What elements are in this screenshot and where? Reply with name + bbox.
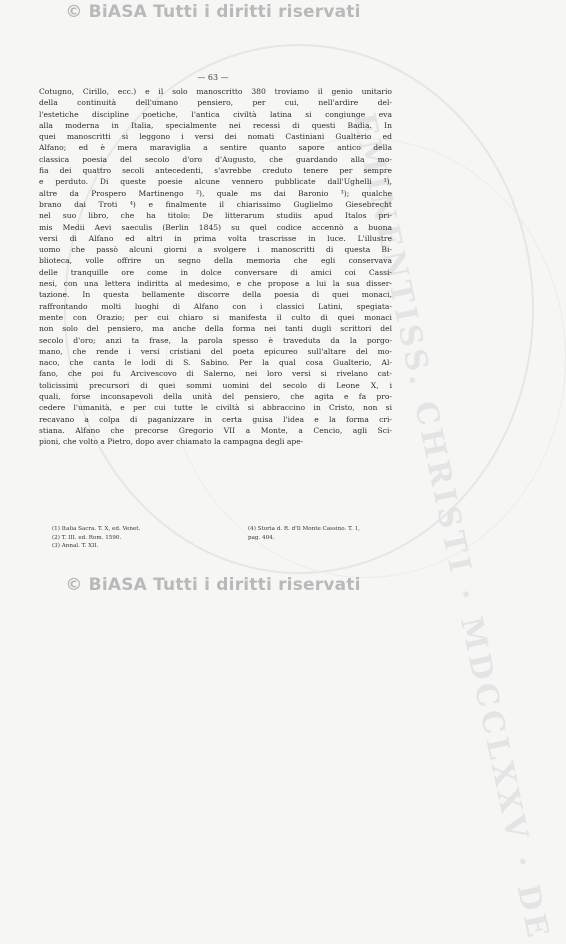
footnote-line: (2) T. III. ed. Rom. 1590. <box>52 534 122 541</box>
copyright-banner-top: © BiASA Tutti i diritti riservati <box>65 2 361 22</box>
text-line: naco, che canta le lodi di S. Sabino. Per la qual cosa Gualterio, Al- <box>39 358 392 368</box>
footnote-line: (3) Annal. T. XII. <box>52 543 99 550</box>
text-line: fano, che poi fu Arcivescovo di Salerno, nei loro versi si rivelano cat- <box>39 369 392 379</box>
text-line: tazione. In questa bellamente discorre della poesia di quei monaci, <box>39 290 392 300</box>
text-line: uomo che passò alcuni giorni a svolgere i manoscritti di questa Bi- <box>39 245 392 255</box>
text-line: alla moderna in Italia, specialmente nei recessi di questi Badia. In <box>39 120 392 130</box>
text-line: altre da Prospero Martinengo ²), quale ms dai Baronio ³); qualche <box>39 188 392 198</box>
footnote-line: pag. 404. <box>248 534 275 541</box>
text-line: pioni, che volto a Pietro, dopo aver chiamato la campagna degli ape- <box>39 437 304 447</box>
text-line: fia dei quattro secoli antecedenti, s'avrebbe creduto tenere per sempre <box>39 166 392 176</box>
text-line: nel suo libro, che ha titolo: De litterarum studiis apud Italos pri- <box>39 211 392 221</box>
text-line: Alfano; ed è mera maraviglia a sentire quanto sapore antico della <box>39 143 392 153</box>
text-line: quei manoscritti si leggono i versi dei nomati Castiniani Gualterio ed <box>39 132 392 142</box>
text-line: della continuità dell'umano pensiero, per cui, nell'ardire del- <box>39 98 392 108</box>
text-line: tolicissimi precursori di quei sommi uomini del secolo di Leone X, i <box>39 380 392 390</box>
page-number: — 63 — <box>197 73 229 82</box>
text-line: quali, forse inconsapevoli della unità del pensiero, che agita e fa pro- <box>39 392 392 402</box>
text-line: secolo d'oro; anzi ta frase, la parola spesso è traveduta da la porgo- <box>39 335 392 345</box>
copyright-banner-bottom: © BiASA Tutti i diritti riservati <box>65 575 361 595</box>
seal-side-text: EMINENTISS. CHRISTI · MDCCLXXV · DE <box>345 110 556 944</box>
text-line: mano, che rende i versi cristiani del poeta epicureo sull'altare del mo- <box>39 346 392 356</box>
text-line: cedere l'umanità, e per cui tutte le civiltà si abbraccino in Cristo, non si <box>39 403 392 413</box>
text-line: mente con Orazio; per cui chiaro si manifesta il culto di quei monaci <box>39 312 392 322</box>
text-line: nesi, con una lettera indiritta al medesimo, e che propose a lui la sua disser- <box>39 279 392 289</box>
text-line: l'estetiche discipline poetiche, l'antica civiltà latina si congiunge eva <box>39 109 392 119</box>
text-line: e perduto. Di queste poesie alcune vennero pubblicate dall'Ughelli ¹), <box>39 177 392 187</box>
text-line: blioteca, volle offrire un segno della memoria che egli conservava <box>39 256 392 266</box>
footnote-line: (4) Storia d. R. d'Il Monte Cassino. T. 1, <box>248 526 360 532</box>
text-line: Cotugno, Cirillo, ecc.) e il solo manoscritto 380 troviamo il genio unitario <box>39 87 392 96</box>
text-line: recavano a colpa di paganizzare in certa guisa l'idea e la forma cri- <box>39 414 392 424</box>
body-text <box>39 86 392 448</box>
footnote-line: (1) Italia Sacra. T. X, ed. Venet. <box>52 526 141 532</box>
footnotes-left <box>52 525 222 551</box>
text-line: classica poesia del secolo d'oro d'Augusto, che guardando alla mo- <box>39 154 392 164</box>
text-line: brano dai Troti ⁴) e finalmente il chiarissimo Guglielmo Giesebrecht <box>39 199 392 209</box>
text-line: mis Medii Aevi saeculis (Berlin 1845) su quel codice accennò a buona <box>39 222 392 232</box>
text-line: raffrontando molti luoghi di Alfano con i classici Latini, spegiata- <box>39 301 392 311</box>
footnotes-right <box>248 525 398 542</box>
text-line: non solo del pensiero, ma anche della forma nei tanti dugli scrittori del <box>39 324 392 334</box>
text-line: stiana. Alfano che precorse Gregorio VII a Monte, a Cencio, agli Sci- <box>39 425 392 435</box>
text-line: delle tranquille ore come in dolce conversare di amici coi Cassi- <box>39 267 392 277</box>
text-line: versi di Alfano ed altri in prima volta trascrisse in luce. L'illustre <box>39 233 392 243</box>
